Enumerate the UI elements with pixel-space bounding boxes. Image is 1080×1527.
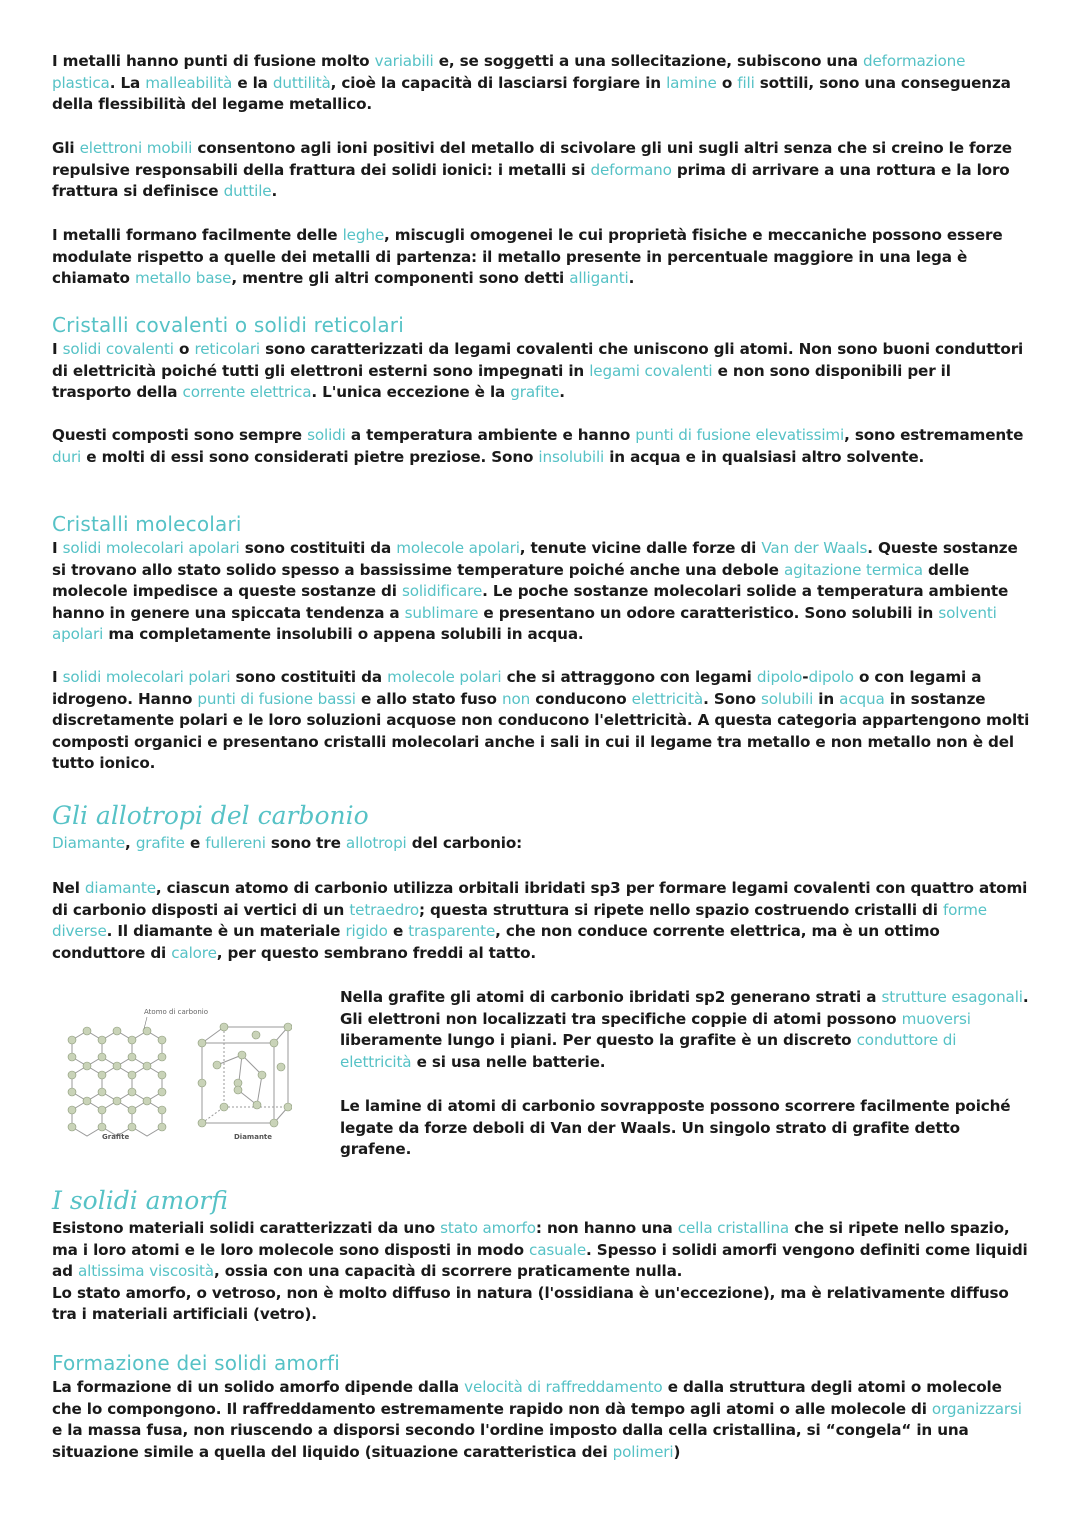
text-run: . Spesso i solidi amorfi vengono definiti come liquidi ad bbox=[52, 1240, 1028, 1281]
highlighted-term: solidi covalenti bbox=[62, 340, 174, 358]
text-run: del carbonio: bbox=[406, 834, 523, 852]
text-run: e bbox=[387, 922, 409, 941]
highlighted-term: corrente elettrica bbox=[182, 383, 312, 402]
text-run: , bbox=[125, 834, 136, 852]
paragraph bbox=[52, 51, 1032, 116]
highlighted-term: legami covalenti bbox=[589, 361, 713, 380]
text-run: . Sono bbox=[703, 689, 762, 708]
text-run: delle molecole impedisce a queste sostanze di bbox=[52, 560, 970, 601]
highlighted-term: tetraedro bbox=[349, 900, 419, 919]
highlighted-term: polimeri bbox=[612, 1442, 674, 1461]
section-heading: Cristalli covalenti o solidi reticolari bbox=[52, 313, 404, 337]
text-run: , che non conduce corrente elettrica, ma è un ottimo conduttore di bbox=[52, 922, 940, 962]
paragraph bbox=[52, 833, 1032, 855]
paragraph bbox=[52, 138, 1032, 203]
text-run: I bbox=[52, 668, 63, 686]
highlighted-term: acqua bbox=[839, 689, 885, 708]
highlighted-term: stato amorfo bbox=[440, 1219, 536, 1237]
text-run: in acqua e in qualsiasi altro solvente. bbox=[604, 447, 925, 466]
text-run: , ossia con una capacità di scorrere praticamente nulla. bbox=[213, 1262, 683, 1281]
text-run: , mentre gli altri componenti sono detti bbox=[231, 269, 570, 288]
text-run: Nella grafite gli atomi di carbonio ibridati sp2 generano strati a bbox=[340, 988, 882, 1006]
graphite-lattice bbox=[72, 1031, 162, 1136]
paragraph bbox=[52, 538, 1032, 646]
crystal-diagram bbox=[52, 1005, 292, 1145]
highlighted-term: solventi apolari bbox=[52, 603, 997, 644]
text-run: Gli bbox=[52, 139, 80, 157]
section-heading: Cristalli molecolari bbox=[52, 512, 242, 536]
paragraph bbox=[52, 667, 1032, 775]
text-run: I metalli formano facilmente delle bbox=[52, 226, 343, 244]
text-run: e la massa fusa, non riuscendo a disporsi secondo l'ordine imposto dalla cella cristallina, si “congela“ in una situazione simile a quella del liquido (situazione caratteristica dei bbox=[52, 1421, 969, 1461]
paragraph bbox=[340, 987, 1030, 1073]
text-run: in sostanze discretamente polari e le loro soluzioni acquose non conducono l'elettricità. A questa categoria appartengono molti composti organici e presentano cristalli molecolari anche i sali in cui il legame tra metallo e non metallo non è del tutto ionico. bbox=[52, 689, 1030, 773]
highlighted-term: velocità di raffreddamento bbox=[464, 1378, 663, 1396]
highlighted-term: cella cristallina bbox=[677, 1219, 790, 1237]
highlighted-term: Van der Waals bbox=[761, 539, 868, 557]
graphite-atoms bbox=[68, 1027, 166, 1131]
highlighted-term: leghe bbox=[342, 226, 385, 244]
text-block bbox=[52, 138, 1032, 203]
highlighted-term: solidi molecolari apolari bbox=[62, 539, 240, 557]
text-run: Questi composti sono sempre bbox=[52, 426, 308, 444]
text-run: I bbox=[52, 340, 63, 358]
text-run: conducono bbox=[530, 689, 632, 708]
text-run: sottili, sono una conseguenza della flessibilità del legame metallico. bbox=[52, 73, 1011, 114]
highlighted-term: molecole polari bbox=[387, 668, 502, 686]
highlighted-term: dipolo bbox=[808, 668, 854, 686]
text-block bbox=[340, 1096, 1030, 1161]
text-run: , sono estremamente bbox=[844, 426, 1024, 444]
text-run: I bbox=[52, 539, 63, 557]
text-run: . bbox=[271, 182, 278, 201]
section-amorphous-formation bbox=[52, 1351, 1032, 1463]
text-run: ma completamente insolubili o appena solubili in acqua. bbox=[103, 625, 584, 644]
text-run: Lo stato amorfo, o vetroso, non è molto diffuso in natura (l'ossidiana è un'eccezione), ma è relativamente diffuso tra i materiali artificiali (vetro). bbox=[52, 1283, 1009, 1324]
text-run: liberamente lungo i piani. Per questo la grafite è un discreto bbox=[340, 1031, 857, 1050]
text-run: e si usa nelle batterie. bbox=[411, 1052, 606, 1071]
text-run: e non sono disponibili per il trasporto della bbox=[52, 361, 951, 402]
highlighted-term: solidificare bbox=[401, 582, 483, 601]
section-amorphous-solids bbox=[52, 1186, 1032, 1326]
text-run: . Gli elettroni non localizzati tra specifiche coppie di atomi possono bbox=[340, 988, 1029, 1028]
section-molecular-crystals bbox=[52, 512, 1032, 646]
text-run: e molti di essi sono considerati pietre preziose. Sono bbox=[81, 447, 539, 466]
text-run: Esistono materiali solidi caratterizzati da uno bbox=[52, 1219, 441, 1237]
text-run: , per questo sembrano freddi al tatto. bbox=[216, 943, 536, 962]
text-run: : non hanno una bbox=[535, 1219, 678, 1237]
text-run: , tenute vicine dalle forze di bbox=[519, 539, 762, 557]
paragraph bbox=[52, 1377, 1032, 1463]
section-heading: Formazione dei solidi amorfi bbox=[52, 1351, 340, 1375]
text-run: che si ripete nello spazio, ma i loro atomi e le loro molecole sono disposti in modo bbox=[52, 1219, 1010, 1259]
text-block bbox=[52, 225, 1032, 290]
text-block bbox=[340, 987, 1030, 1073]
highlighted-term: molecole apolari bbox=[396, 539, 520, 557]
text-run: . La bbox=[109, 73, 146, 92]
highlighted-term: duttile bbox=[223, 182, 272, 201]
paragraph bbox=[340, 1096, 1030, 1161]
text-run: . L'unica eccezione è la bbox=[311, 383, 511, 402]
highlighted-term: muoversi bbox=[901, 1009, 971, 1028]
text-run: sono costituiti da bbox=[230, 668, 388, 686]
text-run: e allo stato fuso bbox=[355, 689, 502, 708]
text-run: o bbox=[173, 340, 195, 358]
highlighted-term: deformazione plastica bbox=[52, 52, 966, 92]
highlighted-term: insolubili bbox=[538, 447, 605, 466]
text-run: prima di arrivare a una rottura e la loro frattura si definisce bbox=[52, 160, 1010, 201]
section-title: I solidi amorfi bbox=[52, 1186, 228, 1215]
highlighted-term: lamine bbox=[666, 73, 717, 92]
diamond-caption: Diamante bbox=[234, 1133, 273, 1141]
text-run: ) bbox=[673, 1442, 681, 1461]
highlighted-term: metallo base bbox=[134, 269, 232, 288]
text-run: o bbox=[716, 73, 738, 92]
paragraph bbox=[52, 1283, 1032, 1326]
highlighted-term: casuale bbox=[529, 1240, 587, 1259]
text-run: . bbox=[559, 383, 565, 402]
text-run: , cioè la capacità di lasciarsi forgiare in bbox=[330, 73, 667, 92]
text-run: sono caratterizzati da legami covalenti che uniscono gli atomi. Non sono buoni conduttori di elettricità poiché tutti gli elettroni esterni sono impegnati in bbox=[52, 340, 1024, 380]
highlighted-term: altissima viscosità bbox=[77, 1262, 214, 1281]
text-block bbox=[52, 667, 1032, 775]
paragraph bbox=[52, 339, 1032, 404]
text-run: consentono agli ioni positivi del metallo di scivolare gli uni sugli altri senza che si creino le forze repulsive responsabili della frattura dei solidi ionici: i metalli si bbox=[52, 139, 1012, 179]
text-run: , ciascun atomo di carbonio utilizza orbitali ibridati sp3 per formare legami covalenti con quattro atomi di carbonio disposti ai vertici di un bbox=[52, 879, 1028, 919]
highlighted-term: solubili bbox=[761, 689, 814, 708]
highlighted-term: diamante bbox=[84, 879, 156, 897]
text-run: . Le poche sostanze molecolari solide a temperatura ambiente hanno in genere una spiccata tendenza a bbox=[52, 582, 1009, 622]
paragraph bbox=[52, 425, 1032, 468]
highlighted-term: duri bbox=[52, 447, 82, 466]
text-run: o con legami a idrogeno. Hanno bbox=[52, 668, 982, 708]
highlighted-term: variabili bbox=[374, 52, 434, 70]
highlighted-term: reticolari bbox=[194, 340, 260, 358]
highlighted-term: grafite bbox=[135, 834, 185, 852]
highlighted-term: non bbox=[501, 689, 531, 708]
text-run: e, se soggetti a una sollecitazione, subiscono una bbox=[433, 52, 863, 70]
atom-label: Atomo di carbonio bbox=[144, 1008, 209, 1016]
text-run: e presentano un odore caratteristico. Sono solubili in bbox=[478, 603, 939, 622]
text-run: che si attraggono con legami bbox=[501, 668, 757, 686]
text-block bbox=[52, 425, 1032, 468]
highlighted-term: agitazione termica bbox=[783, 560, 923, 579]
highlighted-term: solidi molecolari polari bbox=[62, 668, 231, 686]
highlighted-term: grafite bbox=[510, 383, 560, 402]
highlighted-term: Diamante bbox=[52, 834, 126, 852]
paragraph bbox=[52, 878, 1032, 964]
paragraph bbox=[52, 1218, 1032, 1283]
paragraph bbox=[52, 225, 1032, 290]
highlighted-term: allotropi bbox=[345, 834, 407, 852]
highlighted-term: solidi bbox=[307, 426, 346, 444]
text-run: e la bbox=[232, 73, 273, 92]
highlighted-term: elettroni mobili bbox=[79, 139, 193, 157]
text-block bbox=[52, 878, 1032, 964]
highlighted-term: alliganti bbox=[569, 269, 629, 288]
text-run: Le lamine di atomi di carbonio sovrapposte possono scorrere facilmente poiché legate da forze deboli di Van der Waals. Un singolo strato di grafite detto grafene. bbox=[340, 1097, 1011, 1159]
highlighted-term: calore bbox=[171, 943, 217, 962]
text-run: ; questa struttura si ripete nello spazio costruendo cristalli di bbox=[419, 900, 943, 919]
highlighted-term: sublimare bbox=[404, 603, 479, 622]
section-title: Gli allotropi del carbonio bbox=[52, 801, 369, 830]
text-run: , miscugli omogenei le cui proprietà fisiche e meccaniche possono essere modulate rispetto a quelle dei metalli di partenza: il metallo presente in percentuale maggiore in una lega è chiamato bbox=[52, 226, 1003, 288]
highlighted-term: rigido bbox=[345, 922, 388, 941]
text-run: . bbox=[628, 269, 635, 288]
text-run: sono tre bbox=[265, 834, 346, 852]
highlighted-term: punti di fusione bassi bbox=[197, 689, 356, 708]
text-block bbox=[52, 51, 1032, 116]
text-run: e dalla struttura degli atomi o molecole che lo compongono. Il raffreddamento estremamente rapido non dà tempo agli atomi o alle molecole di bbox=[52, 1378, 1002, 1418]
highlighted-term: fili bbox=[737, 73, 755, 92]
highlighted-term: malleabilità bbox=[145, 73, 233, 92]
section-covalent-crystals bbox=[52, 313, 1032, 404]
highlighted-term: punti di fusione elevatissimi bbox=[635, 426, 845, 444]
text-run: La formazione di un solido amorfo dipende dalla bbox=[52, 1378, 465, 1396]
text-run: sono costituiti da bbox=[239, 539, 397, 557]
highlighted-term: elettricità bbox=[631, 689, 704, 708]
text-run: . Queste sostanze si trovano allo stato solido spesso a bassissime temperature poiché anche una debole bbox=[52, 539, 1018, 579]
text-run: I metalli hanno punti di fusione molto bbox=[52, 52, 375, 70]
highlighted-term: fullereni bbox=[205, 834, 266, 852]
highlighted-term: strutture esagonali bbox=[881, 988, 1023, 1006]
text-run: . Il diamante è un materiale bbox=[106, 922, 346, 941]
highlighted-term: deformano bbox=[590, 160, 672, 179]
text-run: in bbox=[813, 689, 840, 708]
highlighted-term: duttilità bbox=[272, 73, 331, 92]
graphite-caption: Grafite bbox=[102, 1133, 130, 1141]
highlighted-term: trasparente bbox=[408, 922, 496, 941]
highlighted-term: forme diverse bbox=[52, 900, 987, 941]
text-run: Nel bbox=[52, 879, 85, 897]
section-carbon-allotropes bbox=[52, 801, 1032, 855]
text-run: e bbox=[184, 834, 206, 852]
text-run: a temperatura ambiente e hanno bbox=[345, 426, 636, 444]
highlighted-term: dipolo bbox=[756, 668, 803, 686]
highlighted-term: conduttore di elettricità bbox=[340, 1031, 957, 1071]
crystal-structure-figure bbox=[52, 1005, 292, 1145]
highlighted-term: organizzarsi bbox=[931, 1399, 1022, 1418]
text-run: - bbox=[802, 668, 809, 686]
